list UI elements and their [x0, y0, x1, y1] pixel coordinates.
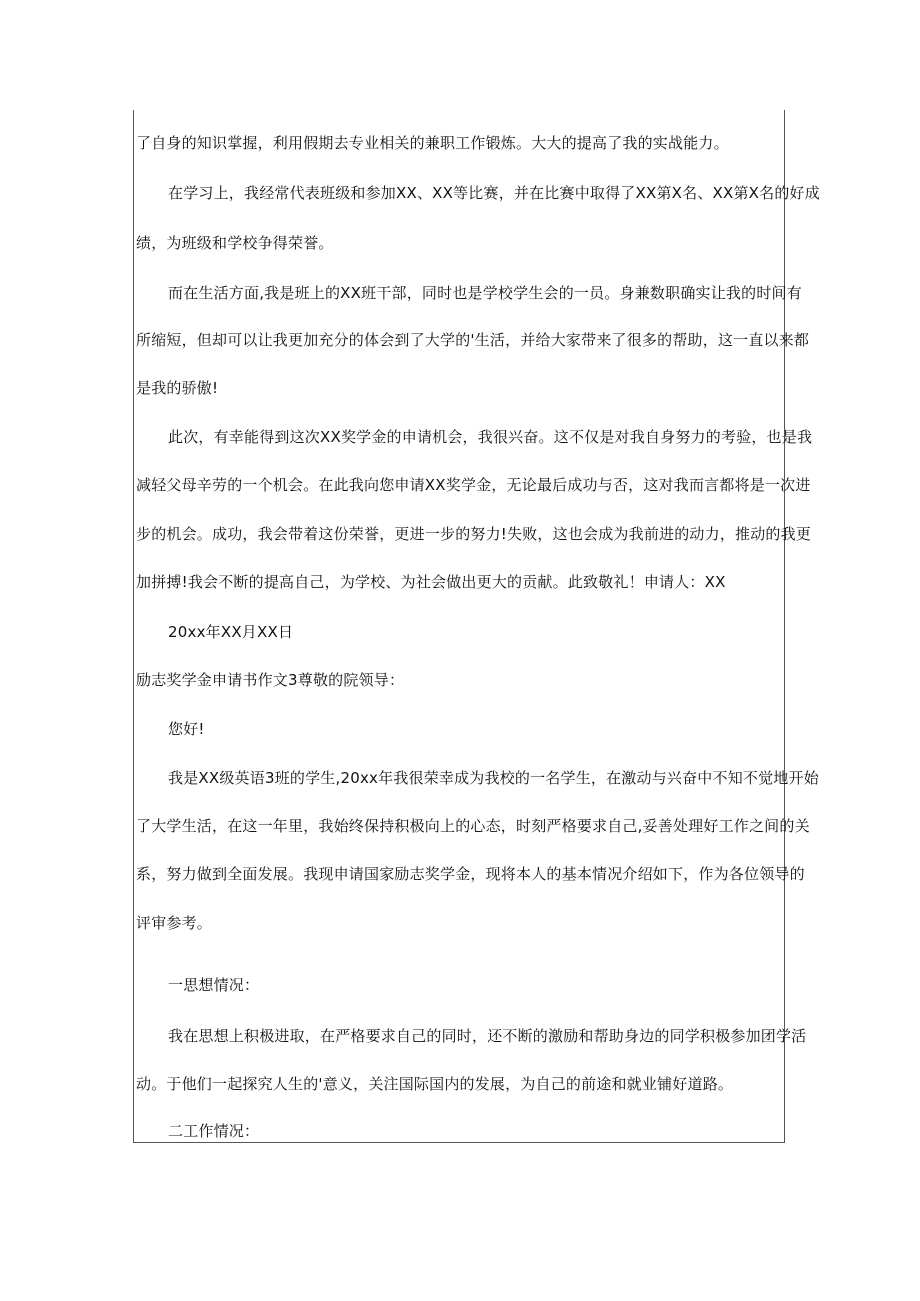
heading-line: 励志奖学金申请书作文3尊敬的院领导：	[136, 671, 405, 689]
text-line: 所缩短，但却可以让我更加充分的体会到了大学的'生活，并给大家带来了很多的帮助，这一直以来都	[136, 331, 810, 349]
text-line: 在学习上，我经常代表班级和参加XX、XX等比赛，并在比赛中取得了XX第X名、XX第X名的好成	[168, 184, 820, 202]
date-line: 20xx年XX月XX日	[168, 623, 294, 641]
section-heading: 二工作情况：	[168, 1122, 260, 1140]
text-line: 步的机会。成功，我会带着这份荣誉，更进一步的努力!失败，这也会成为我前进的动力，推动的我更	[136, 525, 812, 543]
text-line: 减轻父母辛劳的一个机会。在此我向您申请XX奖学金，无论最后成功与否，这对我而言都将是一次进	[136, 476, 811, 494]
text-line: 而在生活方面,我是班上的XX班干部，同时也是学校学生会的一员。身兼数职确实让我的时间有	[168, 284, 802, 302]
section-heading: 一思想情况：	[168, 976, 260, 994]
text-line: 我是XX级英语3班的学生,20xx年我很荣幸成为我校的一名学生，在激动与兴奋中不知不觉地开始	[168, 769, 819, 787]
text-line: 此次，有幸能得到这次XX奖学金的申请机会，我很兴奋。这不仅是对我自身努力的考验，也是我	[168, 428, 813, 446]
text-line: 系，努力做到全面发展。我现申请国家励志奖学金，现将本人的基本情况介绍如下，作为各位领导的	[136, 865, 805, 883]
text-line: 是我的骄傲!	[136, 379, 219, 397]
text-line: 了大学生活，在这一年里，我始终保持积极向上的心态，时刻严格要求自己,妥善处理好工作之间的关	[136, 817, 810, 835]
text-line: 了自身的知识掌握，利用假期去专业相关的兼职工作锻炼。大大的提高了我的实战能力。	[136, 134, 729, 152]
greeting-line: 您好!	[168, 720, 205, 738]
text-line: 绩，为班级和学校争得荣誉。	[136, 234, 334, 252]
text-line: 动。于他们一起探究人生的'意义，关注国际国内的发展，为自己的前途和就业铺好道路。	[136, 1075, 734, 1093]
text-line: 我在思想上积极进取，在严格要求自己的同时，还不断的激励和帮助身边的同学积极参加团学活	[168, 1027, 807, 1045]
text-line: 加拼搏!我会不断的提高自己，为学校、为社会做出更大的贡献。此致敬礼！申请人：XX	[136, 573, 726, 591]
text-line: 评审参考。	[136, 914, 213, 932]
